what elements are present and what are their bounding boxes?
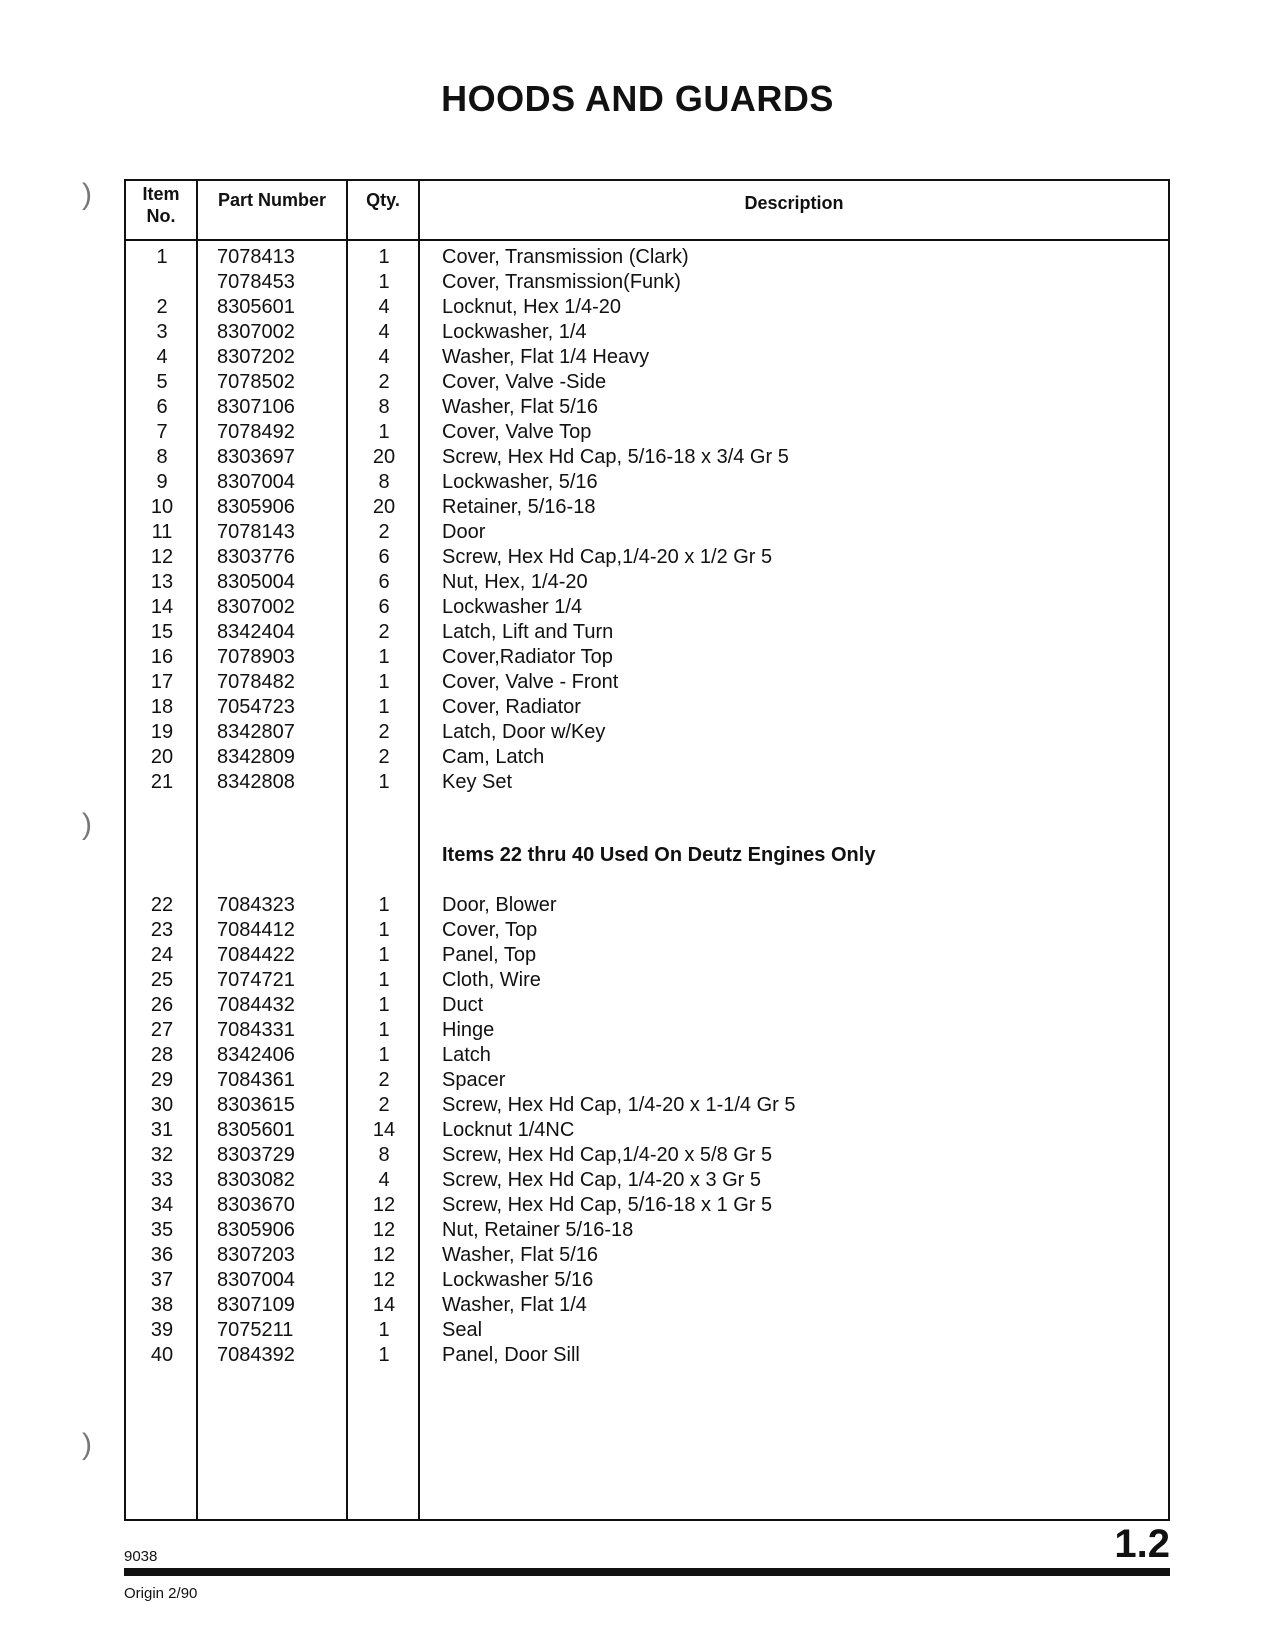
qty-cell: 1 [378,646,390,668]
section-note: Items 22 thru 40 Used On Deutz Engines Only [442,844,876,866]
item-no-cell: 28 [150,1044,174,1066]
table-row [126,370,1168,395]
qty-cell: 2 [378,1069,390,1091]
table-row [126,968,1168,993]
qty-cell: 2 [378,621,390,643]
description-cell: Cover, Top [442,919,538,941]
item-no-cell: 7 [156,421,168,443]
item-no-cell: 32 [150,1144,174,1166]
table-row [126,745,1168,770]
part-number-cell: 7078453 [217,271,295,293]
table-row [126,1193,1168,1218]
table-row [126,893,1168,918]
part-number-cell: 8307202 [217,346,295,368]
item-no-cell: 29 [150,1069,174,1091]
table-row [126,670,1168,695]
document-number: 9038 [124,1548,158,1565]
description-cell: Cover,Radiator Top [442,646,613,668]
qty-cell: 8 [378,1144,390,1166]
qty-cell: 6 [378,571,390,593]
item-no-cell: 26 [150,994,174,1016]
part-number-cell: 7084422 [217,944,295,966]
qty-cell: 14 [372,1119,396,1141]
description-cell: Retainer, 5/16-18 [442,496,596,518]
description-cell: Cover, Transmission(Funk) [442,271,681,293]
table-row [126,1293,1168,1318]
item-no-cell: 19 [150,721,174,743]
description-cell: Cover, Transmission (Clark) [442,246,689,268]
header-description: Description [744,193,844,213]
item-no-cell: 20 [150,746,174,768]
item-no-cell: 37 [150,1269,174,1291]
qty-cell: 1 [378,994,390,1016]
part-number-cell: 7074721 [217,969,295,991]
description-cell: Panel, Door Sill [442,1344,580,1366]
header-divider [126,239,1168,241]
qty-cell: 6 [378,596,390,618]
part-number-cell: 7084392 [217,1344,295,1366]
qty-cell: 14 [372,1294,396,1316]
description-cell: Washer, Flat 5/16 [442,396,598,418]
part-number-cell: 8342809 [217,746,295,768]
item-no-cell: 30 [150,1094,174,1116]
qty-cell: 2 [378,1094,390,1116]
table-row [126,545,1168,570]
item-no-cell: 1 [156,246,168,268]
qty-cell: 1 [378,696,390,718]
item-no-cell: 15 [150,621,174,643]
qty-cell: 6 [378,546,390,568]
item-no-cell: 27 [150,1019,174,1041]
qty-cell: 1 [378,969,390,991]
part-number-cell: 8305906 [217,1219,295,1241]
part-number-cell: 7054723 [217,696,295,718]
table-row [126,1068,1168,1093]
qty-cell: 20 [372,496,396,518]
table-row [126,495,1168,520]
item-no-cell: 5 [156,371,168,393]
description-cell: Latch [442,1044,491,1066]
part-number-cell: 8303670 [217,1194,295,1216]
description-cell: Key Set [442,771,513,793]
parts-list [126,245,1168,795]
qty-cell: 1 [378,1344,390,1366]
table-row [126,270,1168,295]
table-row [126,1093,1168,1118]
item-no-cell: 40 [150,1344,174,1366]
description-cell: Spacer [442,1069,506,1091]
header-qty: Qty. [366,190,400,210]
qty-cell: 8 [378,471,390,493]
table-row [126,1218,1168,1243]
qty-cell: 1 [378,271,390,293]
description-cell: Latch, Door w/Key [442,721,606,743]
part-number-cell: 8305906 [217,496,295,518]
item-no-cell: 16 [150,646,174,668]
description-cell: Locknut 1/4NC [442,1119,575,1141]
item-no-cell: 2 [156,296,168,318]
part-number-cell: 8307004 [217,471,295,493]
description-cell: Lockwasher, 1/4 [442,321,587,343]
qty-cell: 4 [378,1169,390,1191]
description-cell: Screw, Hex Hd Cap, 1/4-20 x 3 Gr 5 [442,1169,762,1191]
description-cell: Latch, Lift and Turn [442,621,614,643]
description-cell: Washer, Flat 1/4 Heavy [442,346,650,368]
description-cell: Hinge [442,1019,495,1041]
item-no-cell: 12 [150,546,174,568]
item-no-cell: 33 [150,1169,174,1191]
table-row [126,470,1168,495]
item-no-cell: 10 [150,496,174,518]
description-cell: Locknut, Hex 1/4-20 [442,296,621,318]
page-number: 1.2 [1114,1522,1170,1566]
table-row [126,993,1168,1018]
header-item-no-label: Item No. [142,184,180,226]
table-row [126,645,1168,670]
description-cell: Panel, Top [442,944,537,966]
parts-table [124,179,1170,1521]
description-cell: Lockwasher, 5/16 [442,471,598,493]
description-cell: Nut, Retainer 5/16-18 [442,1219,634,1241]
table-row [126,943,1168,968]
item-no-cell: 9 [156,471,168,493]
part-number-cell: 7084323 [217,894,295,916]
table-row [126,345,1168,370]
item-no-cell: 18 [150,696,174,718]
item-no-cell: 13 [150,571,174,593]
description-cell: Screw, Hex Hd Cap, 1/4-20 x 1-1/4 Gr 5 [442,1094,796,1116]
part-number-cell: 8307002 [217,321,295,343]
qty-cell: 1 [378,944,390,966]
description-cell: Lockwasher 1/4 [442,596,583,618]
part-number-cell: 7075211 [217,1319,294,1341]
part-number-cell: 8307004 [217,1269,295,1291]
part-number-cell: 8342404 [217,621,295,643]
qty-cell: 1 [378,1319,390,1341]
table-row [126,595,1168,620]
table-row [126,918,1168,943]
qty-cell: 8 [378,396,390,418]
part-number-cell: 8305004 [217,571,295,593]
item-no-cell: 36 [150,1244,174,1266]
part-number-cell: 7078413 [217,246,295,268]
part-number-cell: 8303697 [217,446,295,468]
table-row [126,1343,1168,1368]
description-cell: Screw, Hex Hd Cap, 5/16-18 x 1 Gr 5 [442,1194,773,1216]
table-row [126,245,1168,270]
item-no-cell: 38 [150,1294,174,1316]
part-number-cell: 8303082 [217,1169,295,1191]
page-title: HOODS AND GUARDS [441,78,834,119]
item-no-cell: 23 [150,919,174,941]
qty-cell: 12 [372,1244,396,1266]
table-row [126,1043,1168,1068]
part-number-cell: 7078903 [217,646,295,668]
qty-cell: 1 [378,1044,390,1066]
item-no-cell: 24 [150,944,174,966]
qty-cell: 2 [378,721,390,743]
description-cell: Door [442,521,486,543]
part-number-cell: 7078502 [217,371,295,393]
parts-list-deutz [126,893,1168,1368]
table-row [126,570,1168,595]
qty-cell: 1 [378,671,390,693]
description-cell: Door, Blower [442,894,557,916]
table-row [126,770,1168,795]
description-cell: Cloth, Wire [442,969,541,991]
part-number-cell: 7078482 [217,671,295,693]
item-no-cell: 3 [156,321,168,343]
description-cell: Cover, Valve -Side [442,371,607,393]
table-row [126,1168,1168,1193]
header-part-number: Part Number [217,190,327,210]
item-no-cell: 22 [150,894,174,916]
description-cell: Nut, Hex, 1/4-20 [442,571,588,593]
part-number-cell: 7078492 [217,421,295,443]
part-number-cell: 7078143 [217,521,295,543]
item-no-cell: 4 [156,346,168,368]
qty-cell: 12 [372,1194,396,1216]
table-row [126,520,1168,545]
description-cell: Screw, Hex Hd Cap, 5/16-18 x 3/4 Gr 5 [442,446,789,468]
table-row [126,720,1168,745]
qty-cell: 1 [378,771,390,793]
part-number-cell: 8307106 [217,396,295,418]
description-cell: Cover, Valve - Front [442,671,619,693]
binder-hole-mark: ) [82,808,92,841]
qty-cell: 2 [378,371,390,393]
table-row [126,420,1168,445]
part-number-cell: 8342807 [217,721,295,743]
table-row [126,295,1168,320]
table-row [126,1318,1168,1343]
description-cell: Seal [442,1319,483,1341]
table-row [126,1118,1168,1143]
part-number-cell: 8307109 [217,1294,295,1316]
item-no-cell: 8 [156,446,168,468]
description-cell: Cover, Valve Top [442,421,592,443]
part-number-cell: 8305601 [217,1119,295,1141]
description-cell: Cam, Latch [442,746,545,768]
part-number-cell: 7084412 [217,919,295,941]
part-number-cell: 7084331 [217,1019,295,1041]
part-number-cell: 8303776 [217,546,295,568]
item-no-cell: 39 [150,1319,174,1341]
item-no-cell: 14 [150,596,174,618]
qty-cell: 1 [378,1019,390,1041]
table-row [126,695,1168,720]
part-number-cell: 7084361 [217,1069,295,1091]
table-row [126,395,1168,420]
part-number-cell: 8307203 [217,1244,295,1266]
footer-rule [124,1568,1170,1576]
description-cell: Lockwasher 5/16 [442,1269,594,1291]
table-row [126,320,1168,345]
item-no-cell: 25 [150,969,174,991]
part-number-cell: 8303615 [217,1094,295,1116]
qty-cell: 1 [378,421,390,443]
item-no-cell: 34 [150,1194,174,1216]
qty-cell: 2 [378,521,390,543]
item-no-cell: 6 [156,396,168,418]
item-no-cell: 35 [150,1219,174,1241]
qty-cell: 12 [372,1219,396,1241]
part-number-cell: 8305601 [217,296,295,318]
header-item-no [126,183,196,227]
qty-cell: 20 [372,446,396,468]
table-row [126,1018,1168,1043]
table-row [126,620,1168,645]
item-no-cell: 17 [150,671,174,693]
qty-cell: 2 [378,746,390,768]
description-cell: Cover, Radiator [442,696,581,718]
description-cell: Duct [442,994,484,1016]
description-cell: Screw, Hex Hd Cap,1/4-20 x 5/8 Gr 5 [442,1144,773,1166]
qty-cell: 4 [378,321,390,343]
part-number-cell: 8307002 [217,596,295,618]
description-cell: Washer, Flat 5/16 [442,1244,598,1266]
qty-cell: 4 [378,296,390,318]
table-row [126,1143,1168,1168]
table-row [126,1268,1168,1293]
part-number-cell: 8342808 [217,771,295,793]
qty-cell: 1 [378,894,390,916]
qty-cell: 4 [378,346,390,368]
qty-cell: 12 [372,1269,396,1291]
description-cell: Screw, Hex Hd Cap,1/4-20 x 1/2 Gr 5 [442,546,773,568]
qty-cell: 1 [378,919,390,941]
qty-cell: 1 [378,246,390,268]
description-cell: Washer, Flat 1/4 [442,1294,587,1316]
table-row [126,445,1168,470]
part-number-cell: 8303729 [217,1144,295,1166]
item-no-cell: 11 [151,521,173,543]
item-no-cell: 31 [150,1119,174,1141]
part-number-cell: 8342406 [217,1044,295,1066]
binder-hole-mark: ) [82,178,92,211]
part-number-cell: 7084432 [217,994,295,1016]
item-no-cell: 21 [150,771,174,793]
binder-hole-mark: ) [82,1428,92,1461]
origin-date: Origin 2/90 [124,1585,198,1602]
table-row [126,1243,1168,1268]
